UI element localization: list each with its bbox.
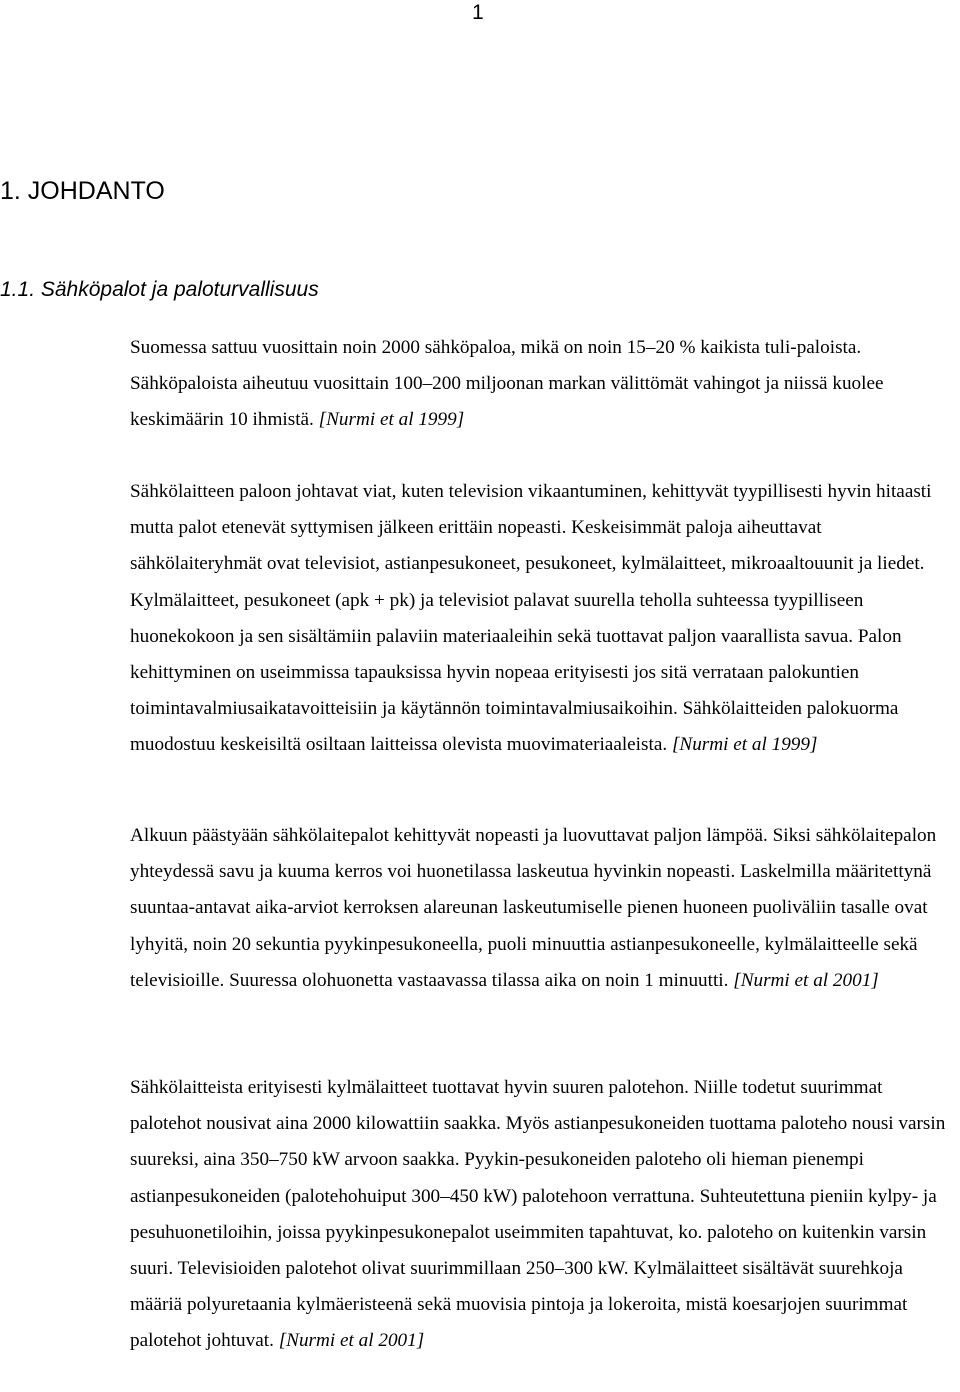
paragraph-3 [130,818,948,999]
citation: [Nurmi et al 2001] [733,969,879,991]
page-number: 1 [472,1,484,24]
paragraph-text: Suomessa sattuu vuosittain noin 2000 sähköpaloa, mikä on noin 15–20 % kaikista tuli-paloista. Sähköpaloista aiheutuu vuosittain 100–200 miljoonan markan välittömät vahingot ja niissä kuolee keskimäärin 10 ihmistä. [130,337,884,431]
paragraph-text: Sähkölaitteen paloon johtavat viat, kuten television vikaantuminen, kehittyvät tyypillisesti hyvin hitaasti mutta palot etenevät syttymisen jälkeen erittäin nopeasti. Keskeisimmät paloja aiheuttavat sähkölaiteryhmät ovat televisiot, astianpesukoneet, pesukoneet, kylmälaitteet, mikroaaltouunit ja liedet. Kylmälaitteet, pesukoneet (apk + pk) ja televisiot palavat suurella teholla suhteessa tyypilliseen huonekokoon ja sen sisältämiin palaviin materiaaleihin sekä tuottavat paljon vaarallista savua. Palon kehittyminen on useimmissa tapauksissa hyvin nopeaa erityisesti jos sitä verrataan palokuntien toimintavalmiusaikatavoitteisiin ja käytännön toimintavalmiusaikoihin. Sähkölaitteiden palokuorma muodostuu keskeisiltä osiltaan laitteissa olevista muovimateriaaleista. [130,481,932,756]
citation: [Nurmi et al 1999] [318,409,465,431]
paragraph-text: Alkuun päästyään sähkölaitepalot kehittyvät nopeasti ja luovuttavat paljon lämpöä. Siksi sähkölaitepalon yhteydessä savu ja kuuma kerros voi huonetilassa laskeutua hyvinkin nopeasti. Laskelmilla määritettynä suuntaa-antavat aika-arviot kerroksen alareunan laskeutumiselle pienen huoneen puoliväliin tasalle ovat lyhyitä, noin 20 sekuntia pyykinpesukoneella, puoli minuuttia astianpesukoneelle, kylmälaitteelle sekä televisioille. Suuressa olohuonetta vastaavassa tilassa aika on noin 1 minuutti. [130,825,937,991]
paragraph-2 [130,474,948,764]
paragraph-1 [130,330,948,439]
paragraph-4 [130,1070,948,1360]
citation: [Nurmi et al 2001] [278,1330,425,1352]
section-heading: 1.1. Sähköpalot ja paloturvallisuus [0,278,319,301]
chapter-heading: 1. JOHDANTO [0,177,165,205]
paragraph-text: Sähkölaitteista erityisesti kylmälaitteet tuottavat hyvin suuren palotehon. Niille todetut suurimmat palotehot nousivat aina 2000 kilowattiin saakka. Myös astianpesukoneiden tuottama paloteho nousi varsin suureksi, aina 350–750 kW arvoon saakka. Pyykin-pesukoneiden paloteho oli hieman pienempi astianpesukoneiden (palotehohuiput 300–450 kW) palotehoon verrattuna. Suhteutettuna pieniin kylpy- ja pesuhuonetiloihin, joissa pyykinpesukonepalot useimmiten tapahtuvat, ko. paloteho on kuitenkin varsin suuri. Televisioiden palotehot olivat suurimmillaan 250–300 kW. Kylmälaitteet sisältävät suurehkoja määriä polyuretaania kylmäeristeenä sekä muovisia pintoja ja lokeroita, mistä koesarjojen suurimmat palotehot johtuvat. [130,1077,946,1352]
citation: [Nurmi et al 1999] [671,734,818,756]
